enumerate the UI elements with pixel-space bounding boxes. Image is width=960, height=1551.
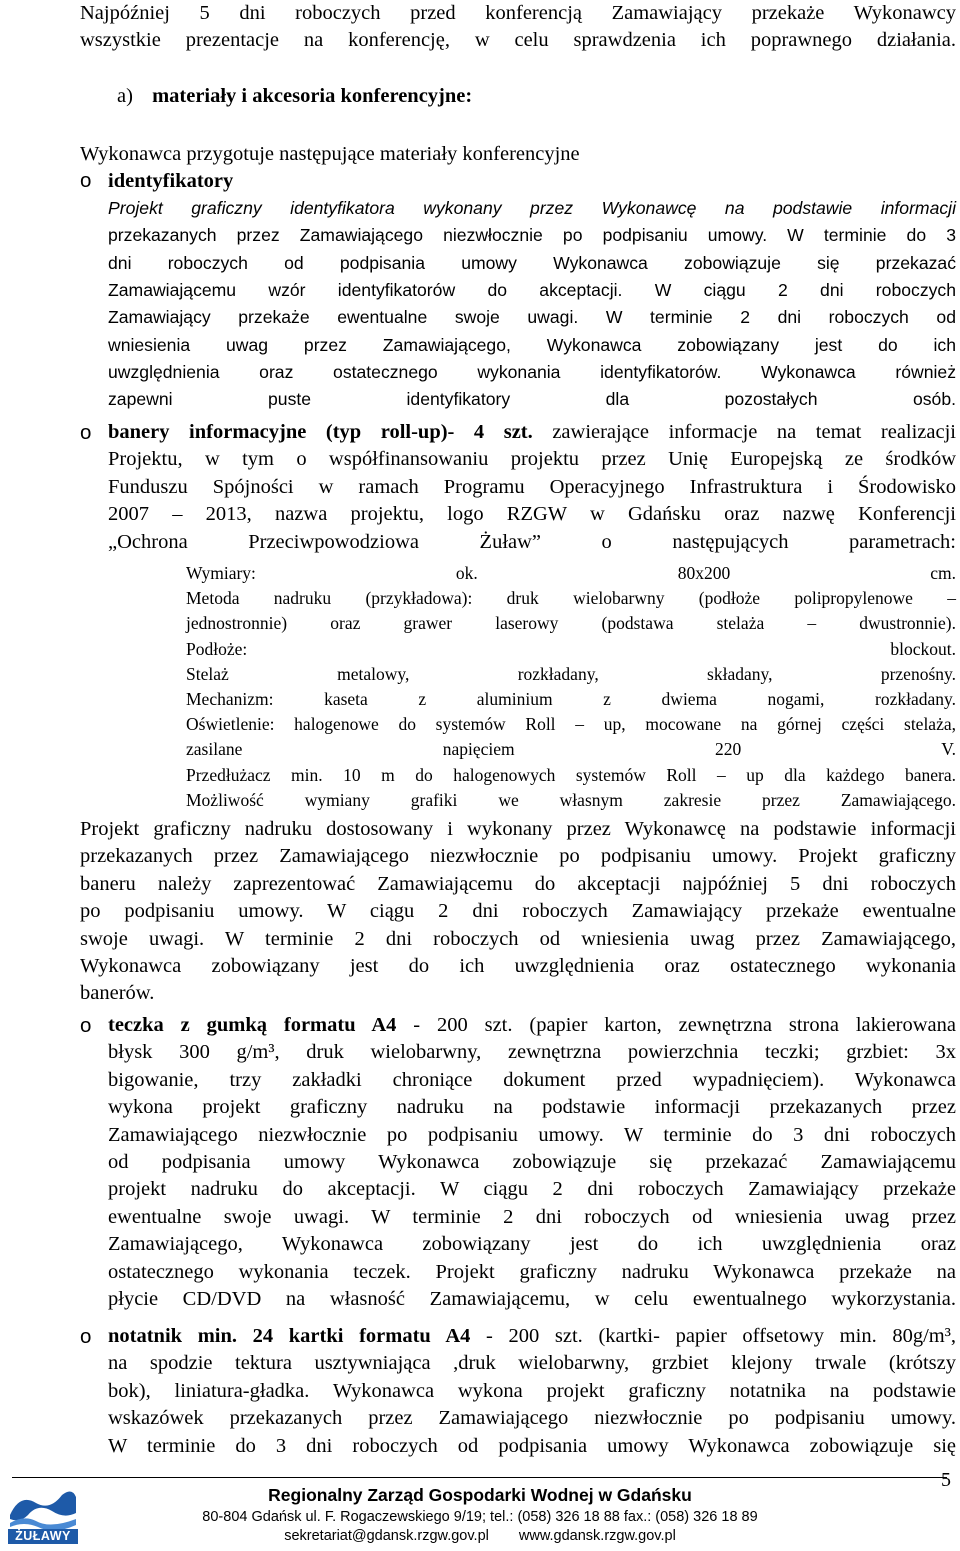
teczka-line: Zamawiającego, Wykonawca zobowiązany jest do ich uwzględnienia oraz (108, 1233, 956, 1256)
identyfikatory-body (108, 195, 956, 414)
param-line: Oświetlenie: halogenowe do systemów Roll – up, mocowane na górnej części stelaża, (186, 714, 956, 735)
banery-first-rest: zawierające informacje na temat realizacji (532, 421, 956, 443)
bullet-notatnik: o (80, 1325, 92, 1348)
section-a-heading (117, 83, 472, 110)
notatnik-first-rest: - 200 szt. (kartki- papier offsetowy min. 80g/m³, (470, 1325, 957, 1347)
identyfikatory-line: przekazanych przez Zamawiającego niezwłocznie po podpisaniu umowy. W terminie do 3 (108, 225, 956, 246)
footer-email-link[interactable]: sekretariat@gdansk.rzgw.gov.pl (284, 1528, 489, 1544)
teczka-line: ewentualne swoje uwagi. W terminie 2 dni roboczych od wniesienia uwag przez (108, 1205, 956, 1228)
banery-line: Projektu, w tym o współfinansowaniu projektu przez Unię Europejską ze środków (108, 448, 956, 471)
projekt-line: baneru należy zaprezentować Zamawiającemu do akceptacji najpóźniej 5 dni roboczych (80, 872, 956, 895)
notatnik-line: W terminie do 3 dni roboczych od podpisania umowy Wykonawca zobowiązuje się (108, 1434, 956, 1457)
projekt-paragraph (80, 816, 956, 1008)
identyfikatory-line: Zamawiającemu wzór identyfikatorów do akceptacji. W ciągu 2 dni roboczych (108, 280, 956, 301)
intro-paragraph (80, 0, 956, 55)
identyfikatory-line: Zamawiający przekaże ewentualne swoje uwagi. W terminie 2 dni roboczych od (108, 307, 956, 328)
notatnik-line: na spodzie tektura usztywniająca ,druk wielobarwny, grzbiet klejony trwale (krótszy (108, 1352, 956, 1375)
identyfikatory-line: Projekt graficzny identyfikatora wykonany przez Wykonawcę na podstawie informacji (108, 198, 956, 218)
identyfikatory-line: wniesienia uwag przez Zamawiającego, Wykonawca zobowiązany jest do ich (108, 334, 956, 355)
banery-line: Funduszu Spójności w ramach Programu Operacyjnego Infrastruktura i Środowisko (108, 475, 956, 498)
teczka-title: teczka z gumką formatu A4 (108, 1014, 397, 1036)
projekt-line: przekazanych przez Zamawiającego niezwłocznie po podpisaniu umowy. Projekt graficzny (80, 845, 956, 868)
intro-line-2: wszystkie prezentacje na konferencję, w celu sprawdzenia ich poprawnego działania. (80, 29, 956, 52)
param-line: Stelaż metalowy, rozkładany, składany, przenośny. (186, 663, 956, 684)
page-number: 5 (941, 1469, 951, 1491)
footer-web-link[interactable]: www.gdansk.rzgw.gov.pl (518, 1528, 676, 1544)
projekt-line: swoje uwagi. W terminie 2 dni roboczych od wniesienia uwag przez Zamawiającego, (80, 927, 956, 950)
teczka-line: Zamawiającego niezwłocznie po podpisaniu umowy. W terminie do 3 dni roboczych (108, 1123, 956, 1146)
teczka-line: projekt nadruku do akceptacji. W ciągu 2 dni roboczych Zamawiający przekaże (108, 1178, 956, 1201)
notatnik-line: bok), liniatura-gładka. Wykonawca wykona projekt graficzny notatnika na podstawie (108, 1379, 956, 1402)
banery-line: „Ochrona Przeciwpowodziowa Żuław” o następujących parametrach: (108, 530, 956, 553)
teczka-body (108, 1012, 956, 1313)
teczka-line: błysk 300 g/m³, druk wielobarwny, zewnętrzna powierzchnia teczki; grzbiet: 3x (108, 1041, 956, 1064)
param-line: Mechanizm: kaseta z aluminium z dwiema nogami, rozkładany. (186, 689, 956, 710)
banery-title: banery informacyjne (typ roll-up)- 4 szt. (108, 421, 533, 443)
teczka-line: ostatecznego wykonania teczek. Projekt graficzny nadruku Wykonawca przekaże na (108, 1260, 956, 1283)
notatnik-body (108, 1323, 956, 1460)
projekt-line: Wykonawca zobowiązany jest do ich uwzględnienia oraz ostatecznego wykonania (80, 955, 956, 978)
teczka-line: bigowanie, trzy zakładki chroniące dokument przed wypadnięciem). Wykonawca (108, 1068, 956, 1091)
banery-first-line (108, 419, 956, 446)
identyfikatory-line: zapewni puste identyfikatory dla pozostałych osób. (108, 389, 956, 410)
param-line: Podłoże: blockout. (186, 638, 956, 659)
bullet-identyfikatory: o (80, 169, 92, 192)
teczka-first-line (108, 1012, 956, 1039)
teczka-line: płycie CD/DVD na własność Zamawiającemu, w celu ewentualnego wykorzystania. (108, 1288, 956, 1311)
banery-body (108, 419, 956, 556)
identyfikatory-line: uwzględnienia oraz ostatecznego wykonania identyfikatorów. Wykonawca również (108, 362, 956, 383)
intro-line-1: Najpóźniej 5 dni roboczych przed konferencją Zamawiający przekaże Wykonawcy (80, 2, 956, 24)
teczka-line: od podpisania umowy Wykonawca zobowiązuje się przekazać Zamawiającemu (108, 1151, 956, 1174)
logo-text: ŻUŁAWY (15, 1529, 71, 1543)
param-line: jednostronnie) oraz grawer laserowy (podstawa stelaża – dwustronnie). (186, 613, 956, 634)
param-line: Możliwość wymiany grafiki we własnym zakresie przez Zamawiającego. (186, 789, 956, 810)
footer-contact (0, 1527, 960, 1545)
teczka-first-rest: - 200 szt. (papier karton, zewnętrzna strona lakierowana (396, 1014, 957, 1036)
bullet-teczka: o (80, 1014, 92, 1037)
prep-line: Wykonawca przygotuje następujące materiały konferencyjne (80, 143, 580, 165)
param-line: Metoda nadruku (przykładowa): druk wielobarwny (podłoże polipropylenowe – (186, 588, 956, 609)
identyfikatory-line: dni roboczych od podpisania umowy Wykonawca zobowiązuje się przekazać (108, 252, 956, 273)
projekt-line: Projekt graficzny nadruku dostosowany i wykonany przez Wykonawcę na podstawie informacji (80, 818, 956, 840)
param-line: zasilane napięciem 220 V. (186, 739, 956, 760)
notatnik-title: notatnik min. 24 kartki formatu A4 (108, 1325, 471, 1347)
projekt-line: po podpisaniu umowy. W ciągu 2 dni roboczych Zamawiający przekaże ewentualne (80, 900, 956, 923)
bullet-banery: o (80, 421, 92, 444)
footer-address: 80-804 Gdańsk ul. F. Rogaczewskiego 9/19; tel.: (058) 326 18 88 fax.: (058) 326 18 89 (202, 1509, 758, 1525)
notatnik-first-line (108, 1323, 956, 1350)
identyfikatory-title: identyfikatory (108, 170, 234, 192)
footer-org: Regionalny Zarząd Gospodarki Wodnej w Gdańsku (268, 1485, 692, 1505)
projekt-line: banerów. (80, 982, 155, 1005)
teczka-line: wykona projekt graficzny nadruku na podstawie informacji przekazanych przez (108, 1096, 956, 1119)
section-a-label: a) (117, 85, 133, 107)
param-line: Wymiary: ok. 80x200 cm. (186, 563, 956, 583)
notatnik-line: wskazówek przekazanych przez Zamawiającego niezwłocznie po podpisaniu umowy. (108, 1407, 956, 1430)
param-line: Przedłużacz min. 10 m do halogenowych systemów Roll – up dla każdego banera. (186, 764, 956, 785)
banery-line: 2007 – 2013, nazwa projektu, logo RZGW w Gdańsku oraz nazwę Konferencji (108, 503, 956, 526)
banery-params (186, 561, 956, 813)
footer-rule (12, 1477, 947, 1478)
section-a-title: materiały i akcesoria konferencyjne: (152, 85, 473, 107)
